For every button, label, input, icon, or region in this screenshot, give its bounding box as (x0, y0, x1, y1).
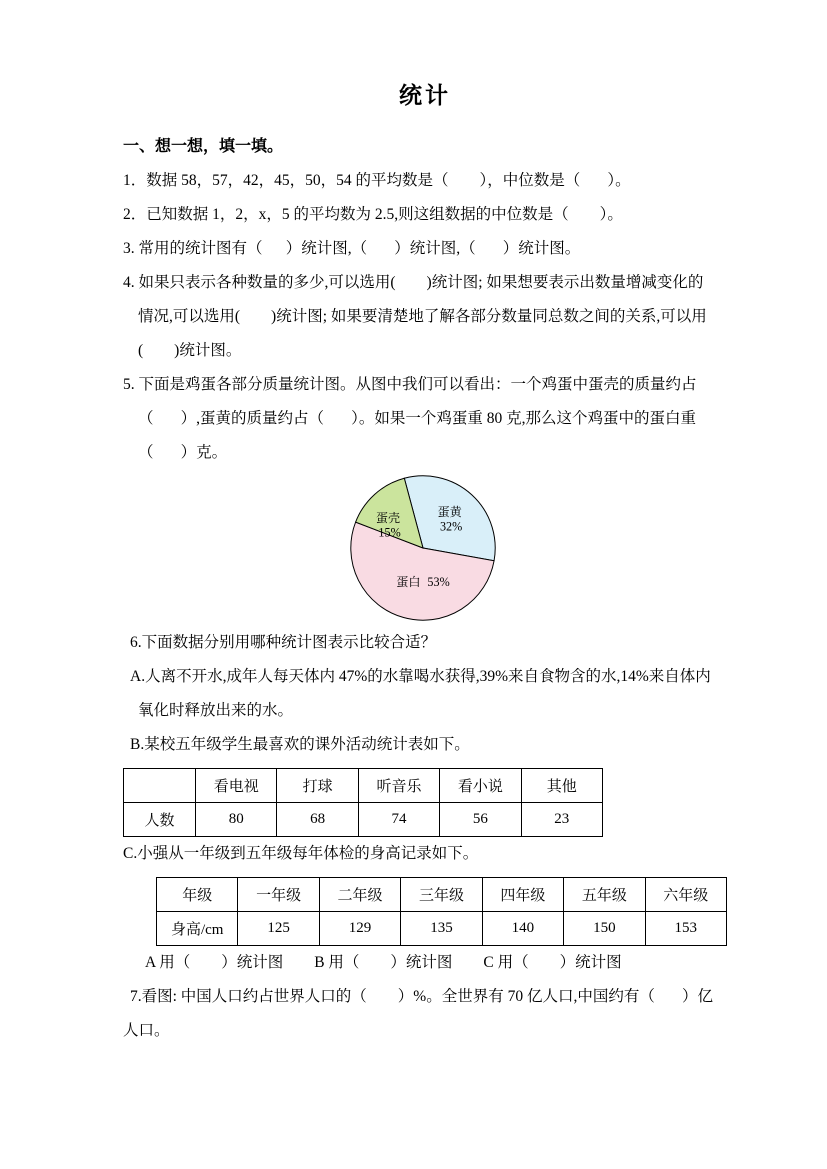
pie-label-white: 蛋白 53% (396, 575, 450, 589)
question-6a-line1: A.人离不开水,成年人每天体内 47%的水靠喝水获得,39%来自食物含的水,14%来自体内 (130, 668, 711, 685)
question-5-line3: （ ）克。 (138, 444, 228, 461)
height-value-g4: 140 (482, 912, 563, 946)
section-heading: 一、想一想，填一填。 (123, 138, 284, 155)
activity-header-music: 听音乐 (358, 769, 439, 803)
height-header-g3: 三年级 (401, 878, 482, 912)
activity-row-label: 人数 (124, 803, 196, 837)
activity-value-novel: 56 (440, 803, 521, 837)
activity-value-other: 23 (521, 803, 602, 837)
activity-header-other: 其他 (521, 769, 602, 803)
height-value-g1: 125 (238, 912, 319, 946)
pie-label-shell: 蛋壳 15% (375, 511, 401, 540)
height-table (156, 877, 727, 946)
pie-label-yolk: 蛋黄 32% (437, 505, 463, 534)
height-table-data-row (157, 912, 727, 946)
question-4-line3: ( )统计图。 (138, 342, 242, 359)
height-value-g6: 153 (645, 912, 726, 946)
question-1: 1．数据 58，57，42，45，50，54 的平均数是（ ），中位数是（ ）。 (123, 172, 631, 189)
height-header-g6: 六年级 (645, 878, 726, 912)
activity-header-novel: 看小说 (440, 769, 521, 803)
question-3: 3. 常用的统计图有（ ）统计图,（ ）统计图,（ ）统计图。 (123, 240, 581, 257)
height-header-g4: 四年级 (482, 878, 563, 912)
egg-pie-chart (347, 472, 499, 624)
height-value-g5: 150 (564, 912, 645, 946)
activity-header-ball: 打球 (277, 769, 358, 803)
activity-value-music: 74 (358, 803, 439, 837)
activity-table (123, 768, 603, 837)
pie-chart-svg (347, 472, 499, 624)
height-header-grade: 年级 (157, 878, 238, 912)
question-4-line2: 情况,可以选用( )统计图; 如果要清楚地了解各部分数量同总数之间的关系,可以用 (138, 308, 707, 325)
question-6-answer-line: A 用（ ）统计图 B 用（ ）统计图 C 用（ ）统计图 (145, 954, 622, 971)
height-row-label: 身高/cm (157, 912, 238, 946)
question-4-line1: 4. 如果只表示各种数量的多少,可以选用( )统计图; 如果想要表示出数量增减变化的 (123, 274, 704, 291)
question-6b: B.某校五年级学生最喜欢的课外活动统计表如下。 (130, 736, 470, 753)
activity-header-tv: 看电视 (196, 769, 277, 803)
activity-table-data-row (124, 803, 603, 837)
height-value-g3: 135 (401, 912, 482, 946)
table-corner-cell (124, 769, 196, 803)
height-value-g2: 129 (319, 912, 400, 946)
question-5-line1: 5. 下面是鸡蛋各部分质量统计图。从图中我们可以看出：一个鸡蛋中蛋壳的质量约占 (123, 376, 697, 393)
activity-value-ball: 68 (277, 803, 358, 837)
question-5-line2: （ ）,蛋黄的质量约占（ ）。如果一个鸡蛋重 80 克,那么这个鸡蛋中的蛋白重 (138, 410, 697, 427)
question-6c: C.小强从一年级到五年级每年体检的身高记录如下。 (123, 845, 479, 862)
question-6a-line2: 氧化时释放出来的水。 (138, 702, 294, 719)
activity-table-header-row (124, 769, 603, 803)
question-2: 2．已知数据 1，2，x，5 的平均数为 2.5,则这组数据的中位数是（ ）。 (123, 206, 623, 223)
question-7-line2: 人口。 (123, 1022, 170, 1039)
page-title: 统计 (399, 83, 451, 108)
activity-value-tv: 80 (196, 803, 277, 837)
height-header-g2: 二年级 (319, 878, 400, 912)
question-7-line1: 7.看图: 中国人口约占世界人口的（ ）%。全世界有 70 亿人口,中国约有（ ）亿 (130, 988, 713, 1005)
height-table-header-row (157, 878, 727, 912)
question-6: 6.下面数据分别用哪种统计图表示比较合适？ (130, 634, 437, 651)
height-header-g1: 一年级 (238, 878, 319, 912)
height-header-g5: 五年级 (564, 878, 645, 912)
